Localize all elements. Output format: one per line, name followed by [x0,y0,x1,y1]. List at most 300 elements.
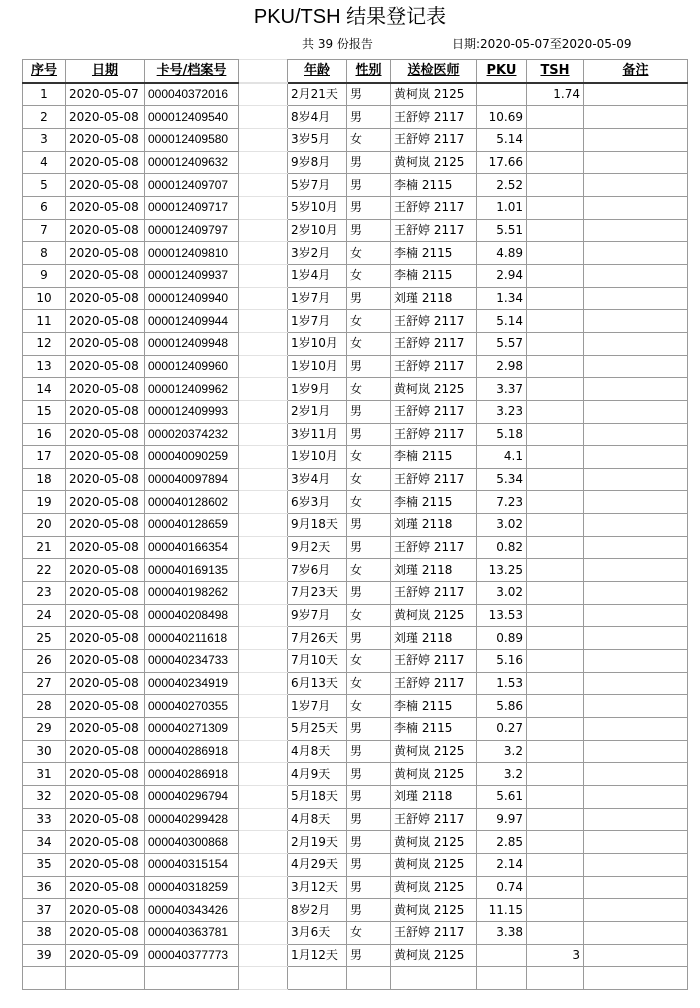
col-header-seq: 序号 [23,60,66,83]
cell-pku: 2.85 [477,831,527,854]
cell-blank [239,672,288,695]
cell-doctor: 黄柯岚 2125 [391,876,477,899]
cell-doctor: 李楠 2115 [391,242,477,265]
table-row [23,196,688,219]
table-row [23,468,688,491]
cell-age: 1岁7月 [288,310,347,333]
cell-date: 2020-05-08 [66,310,145,333]
table-row [23,740,688,763]
cell-pku: 2.14 [477,853,527,876]
cell-sex: 男 [347,831,391,854]
cell-sex: 女 [347,468,391,491]
cell-blank [239,174,288,197]
cell-tsh [527,264,584,287]
cell-blank [239,695,288,718]
cell-remarks [584,831,688,854]
cell-blank [239,83,288,106]
cell-date: 2020-05-08 [66,242,145,265]
cell-sex: 女 [347,310,391,333]
cell-sex: 男 [347,355,391,378]
cell-blank [239,740,288,763]
cell-card-no: 000040097894 [145,468,239,491]
cell-doctor: 黄柯岚 2125 [391,944,477,967]
cell-pku: 1.34 [477,287,527,310]
cell-sex: 女 [347,332,391,355]
cell-age: 1岁9月 [288,378,347,401]
cell-card-no: 000012409810 [145,242,239,265]
table-row [23,559,688,582]
cell-date: 2020-05-08 [66,491,145,514]
cell-blank [239,627,288,650]
cell-blank [239,264,288,287]
cell-pku [477,83,527,106]
cell-tsh [527,604,584,627]
cell-seq: 32 [23,786,66,809]
cell-card-no: 000040234919 [145,672,239,695]
table-row [23,128,688,151]
cell-age: 4月9天 [288,763,347,786]
cell-blank [239,808,288,831]
cell-pku: 5.51 [477,219,527,242]
cell-card-no: 000040211618 [145,627,239,650]
cell-blank [239,423,288,446]
cell-doctor: 王舒婷 2117 [391,310,477,333]
cell-blank [239,853,288,876]
cell-blank [239,514,288,537]
cell-seq: 36 [23,876,66,899]
cell-pku: 5.86 [477,695,527,718]
cell-card-no: 000040315154 [145,853,239,876]
cell-date: 2020-05-08 [66,219,145,242]
cell-sex: 男 [347,400,391,423]
cell-date: 2020-05-08 [66,786,145,809]
cell-tsh [527,695,584,718]
cell-empty [288,967,347,990]
cell-pku: 2.94 [477,264,527,287]
cell-tsh [527,355,584,378]
cell-tsh [527,468,584,491]
cell-tsh [527,378,584,401]
cell-seq: 10 [23,287,66,310]
cell-seq: 38 [23,921,66,944]
cell-sex: 女 [347,672,391,695]
cell-date: 2020-05-08 [66,559,145,582]
cell-remarks [584,196,688,219]
cell-remarks [584,672,688,695]
cell-remarks [584,242,688,265]
cell-pku: 13.53 [477,604,527,627]
cell-sex: 女 [347,242,391,265]
cell-sex: 男 [347,219,391,242]
cell-empty [66,967,145,990]
table-row [23,582,688,605]
cell-card-no: 000040169135 [145,559,239,582]
cell-seq: 6 [23,196,66,219]
cell-blank [239,128,288,151]
table-row [23,310,688,333]
cell-age: 8岁4月 [288,106,347,129]
cell-tsh [527,514,584,537]
cell-doctor: 王舒婷 2117 [391,196,477,219]
cell-seq: 16 [23,423,66,446]
cell-tsh [527,899,584,922]
table-row [23,536,688,559]
cell-pku: 11.15 [477,899,527,922]
cell-tsh [527,128,584,151]
cell-blank [239,786,288,809]
cell-empty [145,967,239,990]
cell-empty [239,967,288,990]
cell-pku: 9.97 [477,808,527,831]
cell-date: 2020-05-08 [66,332,145,355]
table-row [23,174,688,197]
cell-sex: 男 [347,151,391,174]
cell-seq: 11 [23,310,66,333]
cell-remarks [584,491,688,514]
col-header-doctor: 送检医师 [391,60,477,83]
cell-tsh: 1.74 [527,83,584,106]
table-row [23,514,688,537]
cell-date: 2020-05-08 [66,196,145,219]
cell-tsh [527,808,584,831]
cell-date: 2020-05-08 [66,876,145,899]
cell-card-no: 000040377773 [145,944,239,967]
cell-date: 2020-05-08 [66,695,145,718]
cell-seq: 35 [23,853,66,876]
cell-date: 2020-05-08 [66,740,145,763]
cell-date: 2020-05-08 [66,718,145,741]
table-row [23,355,688,378]
cell-pku: 3.37 [477,378,527,401]
cell-sex: 女 [347,604,391,627]
cell-empty [23,967,66,990]
cell-doctor: 黄柯岚 2125 [391,831,477,854]
cell-card-no: 000012409962 [145,378,239,401]
cell-card-no: 000012409580 [145,128,239,151]
cell-remarks [584,582,688,605]
cell-remarks [584,446,688,469]
table-row [23,808,688,831]
cell-doctor: 黄柯岚 2125 [391,853,477,876]
table-row [23,604,688,627]
cell-seq: 37 [23,899,66,922]
cell-seq: 33 [23,808,66,831]
cell-sex: 男 [347,106,391,129]
cell-tsh [527,627,584,650]
cell-card-no: 000040128659 [145,514,239,537]
cell-age: 3岁4月 [288,468,347,491]
cell-pku: 0.89 [477,627,527,650]
cell-blank [239,287,288,310]
cell-pku: 5.18 [477,423,527,446]
cell-tsh [527,106,584,129]
cell-seq: 4 [23,151,66,174]
cell-remarks [584,468,688,491]
cell-sex: 男 [347,196,391,219]
cell-seq: 12 [23,332,66,355]
cell-remarks [584,604,688,627]
cell-card-no: 000040208498 [145,604,239,627]
cell-card-no: 000012409937 [145,264,239,287]
cell-tsh [527,921,584,944]
cell-date: 2020-05-08 [66,400,145,423]
cell-pku: 3.2 [477,763,527,786]
cell-doctor: 黄柯岚 2125 [391,763,477,786]
cell-card-no: 000040372016 [145,83,239,106]
cell-blank [239,219,288,242]
cell-sex: 女 [347,264,391,287]
table-row [23,83,688,106]
cell-date: 2020-05-08 [66,174,145,197]
col-header-card-no: 卡号/档案号 [145,60,239,83]
cell-pku: 10.69 [477,106,527,129]
cell-remarks [584,853,688,876]
cell-doctor: 黄柯岚 2125 [391,899,477,922]
cell-seq: 26 [23,650,66,673]
cell-tsh [527,786,584,809]
cell-sex: 男 [347,627,391,650]
cell-doctor: 李楠 2115 [391,718,477,741]
cell-age: 1岁7月 [288,695,347,718]
table-row [23,921,688,944]
cell-seq: 30 [23,740,66,763]
cell-date: 2020-05-08 [66,672,145,695]
cell-doctor: 黄柯岚 2125 [391,378,477,401]
cell-remarks [584,876,688,899]
table-row [23,831,688,854]
cell-card-no: 000012409717 [145,196,239,219]
cell-pku: 5.14 [477,310,527,333]
cell-card-no: 000040286918 [145,740,239,763]
cell-card-no: 000040198262 [145,582,239,605]
cell-sex: 男 [347,853,391,876]
cell-age: 1岁10月 [288,355,347,378]
cell-tsh [527,174,584,197]
cell-doctor: 王舒婷 2117 [391,355,477,378]
cell-sex: 男 [347,899,391,922]
cell-tsh [527,332,584,355]
cell-empty [347,967,391,990]
cell-seq: 29 [23,718,66,741]
col-header-remarks: 备注 [584,60,688,83]
cell-empty [527,967,584,990]
cell-doctor: 王舒婷 2117 [391,128,477,151]
cell-pku: 2.98 [477,355,527,378]
cell-doctor: 王舒婷 2117 [391,672,477,695]
cell-age: 3岁11月 [288,423,347,446]
cell-tsh [527,491,584,514]
cell-tsh [527,876,584,899]
cell-date: 2020-05-08 [66,831,145,854]
cell-pku: 7.23 [477,491,527,514]
cell-remarks [584,106,688,129]
cell-age: 1岁10月 [288,446,347,469]
cell-age: 3岁2月 [288,242,347,265]
cell-date: 2020-05-07 [66,83,145,106]
cell-blank [239,921,288,944]
cell-remarks [584,423,688,446]
table-row [23,400,688,423]
table-row-empty [23,967,688,990]
cell-seq: 14 [23,378,66,401]
cell-age: 4月8天 [288,808,347,831]
cell-tsh [527,763,584,786]
cell-date: 2020-05-08 [66,287,145,310]
cell-sex: 男 [347,808,391,831]
report-count: 共 39 份报告 [302,37,373,51]
cell-doctor: 王舒婷 2117 [391,219,477,242]
cell-remarks [584,310,688,333]
cell-sex: 男 [347,763,391,786]
cell-blank [239,536,288,559]
cell-sex: 男 [347,944,391,967]
col-header-date: 日期 [66,60,145,83]
cell-seq: 2 [23,106,66,129]
cell-sex: 男 [347,582,391,605]
cell-pku: 3.2 [477,740,527,763]
cell-doctor: 王舒婷 2117 [391,650,477,673]
cell-blank [239,106,288,129]
cell-pku: 13.25 [477,559,527,582]
cell-seq: 23 [23,582,66,605]
cell-pku: 0.82 [477,536,527,559]
table-row [23,264,688,287]
cell-doctor: 黄柯岚 2125 [391,604,477,627]
cell-card-no: 000040300868 [145,831,239,854]
cell-doctor: 李楠 2115 [391,446,477,469]
cell-sex: 男 [347,174,391,197]
cell-remarks [584,740,688,763]
cell-remarks [584,559,688,582]
cell-pku [477,944,527,967]
cell-remarks [584,83,688,106]
cell-date: 2020-05-08 [66,446,145,469]
cell-seq: 17 [23,446,66,469]
cell-doctor: 王舒婷 2117 [391,423,477,446]
cell-tsh [527,423,584,446]
cell-seq: 34 [23,831,66,854]
cell-remarks [584,899,688,922]
cell-tsh [527,582,584,605]
cell-age: 5岁10月 [288,196,347,219]
cell-sex: 女 [347,491,391,514]
cell-seq: 24 [23,604,66,627]
cell-sex: 男 [347,876,391,899]
cell-date: 2020-05-08 [66,468,145,491]
cell-doctor: 李楠 2115 [391,695,477,718]
cell-card-no: 000012409993 [145,400,239,423]
cell-date: 2020-05-08 [66,151,145,174]
cell-sex: 女 [347,695,391,718]
cell-pku: 3.02 [477,514,527,537]
col-header-sex: 性别 [347,60,391,83]
cell-tsh [527,672,584,695]
cell-card-no: 000040286918 [145,763,239,786]
cell-sex: 男 [347,740,391,763]
cell-tsh [527,446,584,469]
cell-remarks [584,400,688,423]
cell-pku: 17.66 [477,151,527,174]
col-header-age: 年龄 [288,60,347,83]
cell-tsh [527,650,584,673]
cell-blank [239,944,288,967]
cell-pku: 1.53 [477,672,527,695]
cell-blank [239,332,288,355]
cell-card-no: 000040166354 [145,536,239,559]
cell-date: 2020-05-08 [66,378,145,401]
cell-tsh [527,242,584,265]
cell-seq: 13 [23,355,66,378]
cell-card-no: 000040296794 [145,786,239,809]
cell-seq: 1 [23,83,66,106]
cell-blank [239,718,288,741]
cell-age: 2岁10月 [288,219,347,242]
cell-pku: 3.23 [477,400,527,423]
cell-doctor: 李楠 2115 [391,264,477,287]
cell-doctor: 黄柯岚 2125 [391,151,477,174]
cell-blank [239,604,288,627]
cell-age: 1岁4月 [288,264,347,287]
table-row [23,287,688,310]
cell-pku: 3.38 [477,921,527,944]
cell-sex: 男 [347,536,391,559]
cell-pku: 5.16 [477,650,527,673]
cell-card-no: 000040128602 [145,491,239,514]
cell-seq: 5 [23,174,66,197]
cell-seq: 7 [23,219,66,242]
results-table [22,59,688,990]
table-row [23,378,688,401]
cell-tsh [527,718,584,741]
cell-sex: 男 [347,718,391,741]
cell-doctor: 刘瑾 2118 [391,627,477,650]
cell-age: 3月12天 [288,876,347,899]
cell-age: 4月8天 [288,740,347,763]
cell-date: 2020-05-08 [66,899,145,922]
cell-blank [239,582,288,605]
table-row [23,423,688,446]
cell-remarks [584,944,688,967]
col-header-pku: PKU [477,60,527,83]
cell-blank [239,831,288,854]
cell-date: 2020-05-08 [66,604,145,627]
cell-age: 2岁1月 [288,400,347,423]
cell-doctor: 王舒婷 2117 [391,808,477,831]
cell-card-no: 000020374232 [145,423,239,446]
cell-blank [239,196,288,219]
cell-sex: 女 [347,650,391,673]
cell-date: 2020-05-09 [66,944,145,967]
cell-remarks [584,921,688,944]
cell-seq: 15 [23,400,66,423]
cell-tsh [527,287,584,310]
cell-card-no: 000012409960 [145,355,239,378]
cell-date: 2020-05-08 [66,650,145,673]
cell-age: 9月2天 [288,536,347,559]
cell-remarks [584,151,688,174]
cell-pku: 2.52 [477,174,527,197]
cell-seq: 25 [23,627,66,650]
cell-blank [239,899,288,922]
cell-date: 2020-05-08 [66,423,145,446]
cell-pku: 1.01 [477,196,527,219]
cell-blank [239,400,288,423]
cell-remarks [584,763,688,786]
cell-card-no: 000012409797 [145,219,239,242]
cell-tsh [527,310,584,333]
cell-pku: 0.74 [477,876,527,899]
cell-doctor: 王舒婷 2117 [391,582,477,605]
